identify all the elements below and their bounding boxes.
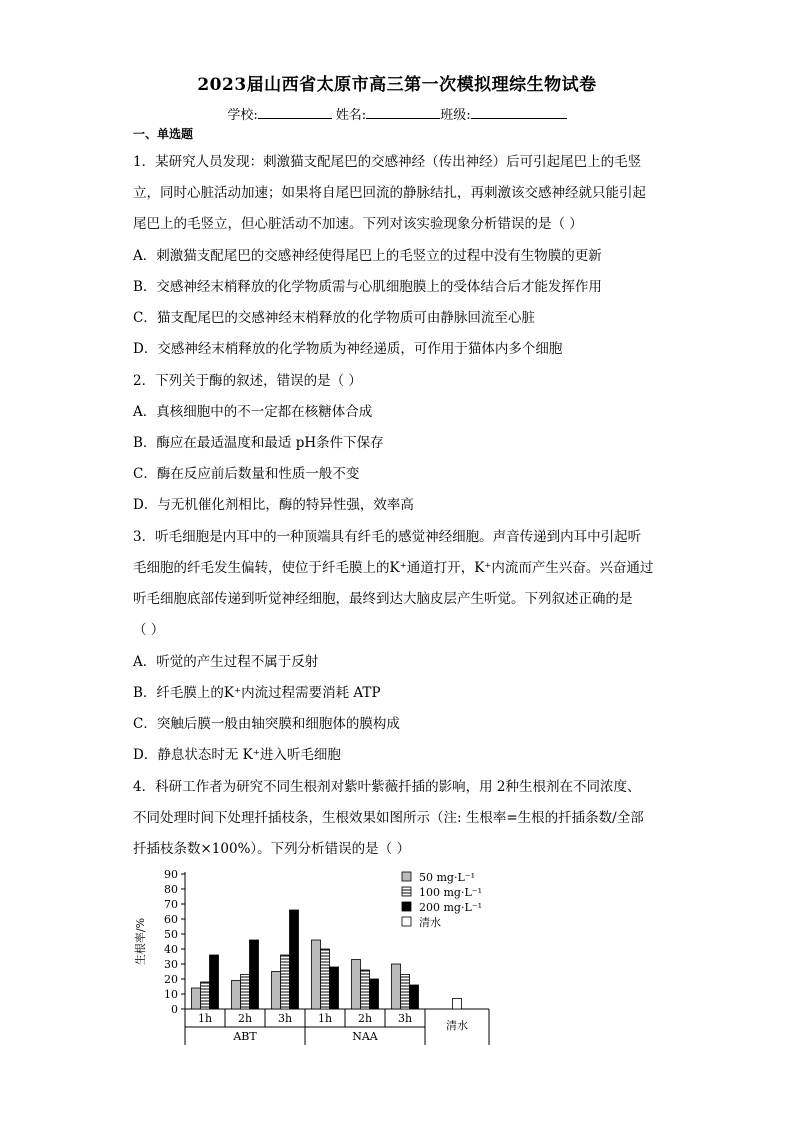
page-title: 2023届山西省太原市高三第一次模拟理综生物试卷 <box>197 75 597 95</box>
question-line: D．交感神经末梢释放的化学物质为神经递质，可作用于猫体内多个细胞 <box>133 341 563 357</box>
y-tick-label: 0 <box>171 1003 178 1016</box>
question-line: 扦插枝条数×100%）。下列分析错误的是（ ） <box>133 841 410 857</box>
legend-label: 清水 <box>419 916 441 929</box>
question-line: D．静息状态时无 K⁺进入听毛细胞 <box>133 747 341 763</box>
bar <box>321 949 330 1009</box>
question-line: 1．某研究人员发现：刺激猫支配尾巴的交感神经（传出神经）后可引起尾巴上的毛竖 <box>133 154 642 170</box>
class-blank[interactable] <box>471 106 567 119</box>
name-label: 姓名: <box>335 108 367 123</box>
x-subcategory-label: 3h <box>397 1012 413 1025</box>
school-blank[interactable] <box>258 106 332 119</box>
question-line: 3．听毛细胞是内耳中的一种顶端具有纤毛的感觉神经细胞。声音传递到内耳中引起听 <box>133 529 642 545</box>
bar <box>330 967 339 1009</box>
x-group-label: NAA <box>352 1030 378 1043</box>
y-axis-label: 生根率/% <box>134 917 147 966</box>
bar <box>370 979 379 1009</box>
legend-label: 200 mg·L⁻¹ <box>419 901 482 914</box>
bar <box>210 955 219 1009</box>
question-line: D．与无机催化剂相比，酶的特异性强，效率高 <box>133 497 414 513</box>
bar <box>401 975 410 1010</box>
y-tick-label: 60 <box>164 913 178 926</box>
question-line: A．听觉的产生过程不属于反射 <box>133 654 319 670</box>
section-heading: 一、单选题 <box>133 127 194 141</box>
x-subcategory-label: 2h <box>237 1012 253 1025</box>
question-line: A．刺激猫支配尾巴的交感神经使得尾巴上的毛竖立的过程中没有生物膜的更新 <box>133 248 602 264</box>
question-line: 2．下列关于酶的叙述，错误的是（ ） <box>133 373 362 389</box>
bar <box>201 982 210 1009</box>
y-tick-label: 10 <box>164 988 178 1001</box>
legend-label: 100 mg·L⁻¹ <box>419 886 482 899</box>
legend-swatch <box>402 917 411 926</box>
question-line: 毛细胞的纤毛发生偏转，使位于纤毛膜上的K⁺通道打开，K⁺内流而产生兴奋。兴奋通过 <box>133 560 654 576</box>
y-tick-label: 20 <box>164 973 178 986</box>
bar <box>453 999 462 1010</box>
bar <box>241 975 250 1010</box>
bar <box>312 940 321 1009</box>
x-subcategory-label: 2h <box>357 1012 373 1025</box>
bar <box>281 955 290 1009</box>
x-group-label: ABT <box>233 1030 257 1043</box>
bar <box>250 940 259 1009</box>
class-label: 班级: <box>440 108 471 123</box>
x-group-label: 清水 <box>446 1019 468 1032</box>
bar <box>272 972 281 1010</box>
legend-swatch <box>402 902 411 911</box>
question-line: B．交感神经末梢释放的化学物质需与心肌细胞膜上的受体结合后才能发挥作用 <box>133 279 602 295</box>
rooting-rate-chart <box>130 862 500 1047</box>
bar <box>410 985 419 1009</box>
bar <box>352 960 361 1010</box>
bar <box>290 910 299 1009</box>
y-tick-label: 90 <box>164 868 178 881</box>
y-tick-label: 70 <box>164 898 178 911</box>
legend-swatch <box>402 872 411 881</box>
x-subcategory-label: 1h <box>317 1012 333 1025</box>
legend-swatch <box>402 887 411 896</box>
question-line: B．纤毛膜上的K⁺内流过程需要消耗 ATP <box>133 685 381 701</box>
bar <box>361 970 370 1009</box>
y-tick-label: 80 <box>164 883 178 896</box>
question-line: （ ） <box>133 622 165 638</box>
question-line: 听毛细胞底部传递到听觉神经细胞，最终到达大脑皮层产生听觉。下列叙述正确的是 <box>133 591 633 607</box>
name-blank[interactable] <box>366 106 440 119</box>
question-line: A．真核细胞中的不一定都在核糖体合成 <box>133 404 373 420</box>
student-info-row <box>0 104 794 123</box>
y-tick-label: 40 <box>164 943 178 956</box>
question-line: 立，同时心脏活动加速；如果将自尾巴回流的静脉结扎，再刺激该交感神经就只能引起 <box>133 185 646 201</box>
x-subcategory-label: 3h <box>277 1012 293 1025</box>
x-subcategory-label: 1h <box>197 1012 213 1025</box>
legend-label: 50 mg·L⁻¹ <box>419 871 475 884</box>
question-line: C．突触后膜一般由轴突膜和细胞体的膜构成 <box>133 716 400 732</box>
question-line: 4．科研工作者为研究不同生根剂对紫叶紫薇扦插的影响，用 2种生根剂在不同浓度、 <box>133 779 641 795</box>
y-tick-label: 50 <box>164 928 178 941</box>
school-label: 学校: <box>227 108 258 123</box>
y-tick-label: 30 <box>164 958 178 971</box>
bar <box>232 981 241 1010</box>
bar <box>192 988 201 1009</box>
bar <box>392 964 401 1009</box>
question-line: B．酶应在最适温度和最适 pH条件下保存 <box>133 435 384 451</box>
question-line: 不同处理时间下处理扦插枝条，生根效果如图所示（注: 生根率=生根的扦插条数/全部 <box>133 810 644 826</box>
question-line: C．酶在反应前后数量和性质一般不变 <box>133 466 360 482</box>
question-line: 尾巴上的毛竖立，但心脏活动不加速。下列对该实验现象分析错误的是（ ） <box>133 216 583 232</box>
question-line: C．猫支配尾巴的交感神经末梢释放的化学物质可由静脉回流至心脏 <box>133 310 535 326</box>
